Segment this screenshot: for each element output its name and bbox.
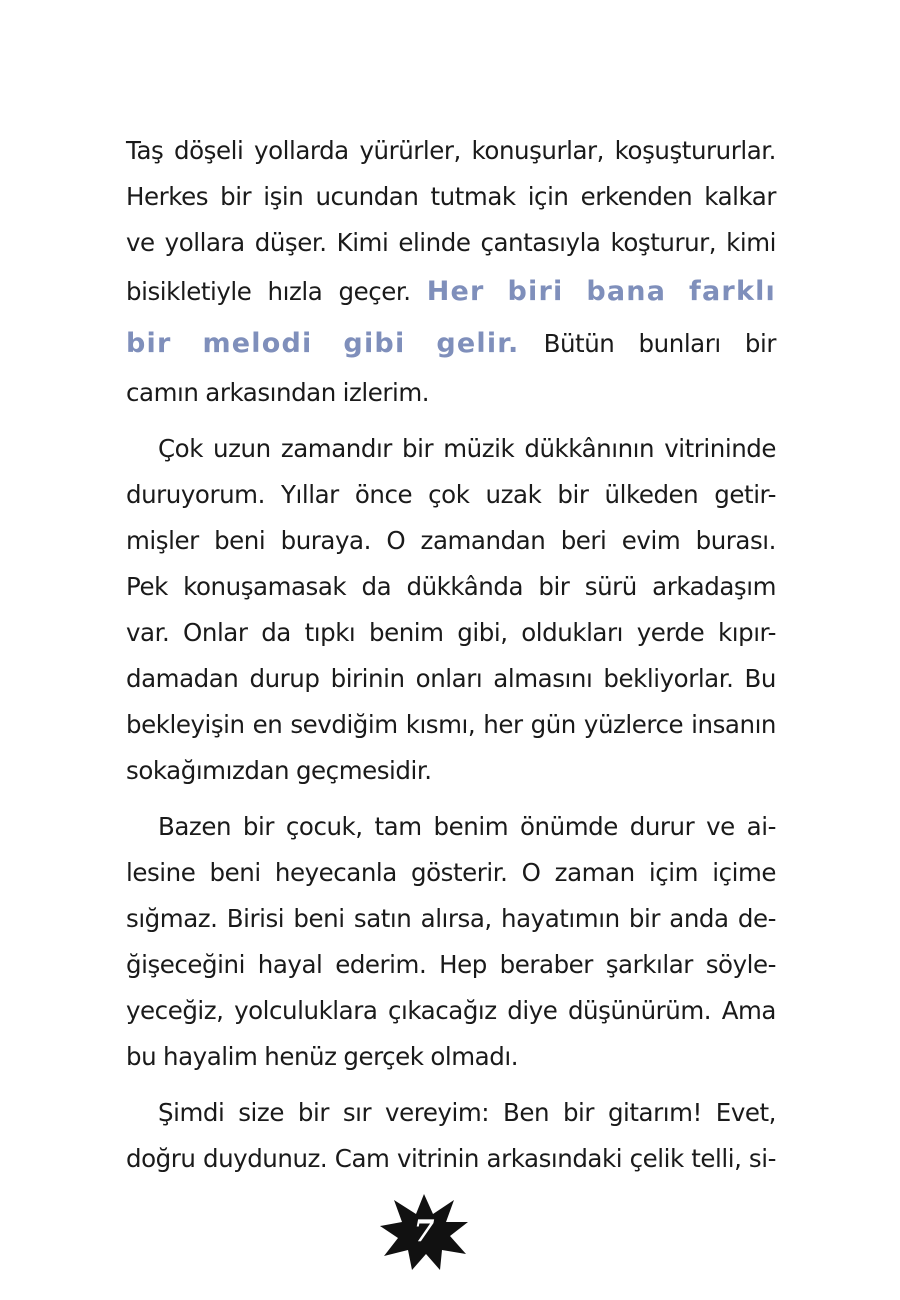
paragraph-2-line-1: Çok uzun zamandır bir müzik dükkânının vitrininde bbox=[158, 434, 776, 463]
paragraph-1-line-5-text: Bütün bunları bir bbox=[543, 329, 776, 358]
paragraph-4-line-1: Şimdi size bir sır vereyim: Ben bir gitarım! Evet, bbox=[158, 1098, 776, 1127]
paragraph-2-line-7: bekleyişin en sevdiğim kısmı, her gün yüzlerce insanın bbox=[126, 710, 776, 739]
paragraph-2-line-6: damadan durup birinin onları almasını bekliyorlar. Bu bbox=[126, 664, 776, 693]
paragraph-1-line-5 bbox=[126, 318, 776, 370]
page-number-badge bbox=[378, 1192, 470, 1272]
paragraph-3-line-5: yeceğiz, yolculuklara çıkacağız diye düşünürüm. Ama bbox=[126, 996, 776, 1025]
paragraph-2-line-2: duruyorum. Yıllar önce çok uzak bir ülkeden getir- bbox=[126, 480, 776, 509]
paragraph-2-line-5: var. Onlar da tıpkı benim gibi, oldukları yerde kıpır- bbox=[126, 618, 776, 647]
paragraph-1-line-3: ve yollara düşer. Kimi elinde çantasıyla koşturur, kimi bbox=[126, 228, 776, 257]
paragraph-1-line-2: Herkes bir işin ucundan tutmak için erkenden kalkar bbox=[126, 182, 776, 211]
paragraph-2-line-4: Pek konuşamasak da dükkânda bir sürü arkadaşım bbox=[126, 572, 776, 601]
paragraph-4-line-2: doğru duydunuz. Cam vitrinin arkasındaki çelik telli, si- bbox=[126, 1144, 776, 1173]
paragraph-3-line-6: bu hayalim henüz gerçek olmadı. bbox=[126, 1042, 519, 1071]
page-number: 7 bbox=[413, 1214, 435, 1249]
paragraph-2-line-8: sokağımızdan geçmesidir. bbox=[126, 756, 432, 785]
highlighted-phrase-part-2: bir melodi gibi gelir. bbox=[126, 328, 520, 359]
paragraph-3-line-3: sığmaz. Birisi beni satın alırsa, hayatımın bir anda de- bbox=[126, 904, 776, 933]
paragraph-1-line-4 bbox=[126, 266, 776, 318]
paragraph-2-line-3: mişler beni buraya. O zamandan beri evim burası. bbox=[126, 526, 776, 555]
paragraph-1-line-6: camın arkasından izlerim. bbox=[126, 378, 430, 407]
page-body bbox=[126, 128, 776, 1182]
paragraph-3-line-1: Bazen bir çocuk, tam benim önümde durur ve ai- bbox=[158, 812, 776, 841]
paragraph-3-line-4: ğişeceğini hayal ederim. Hep beraber şarkılar söyle- bbox=[126, 950, 776, 979]
paragraph-1-line-1: Taş döşeli yollarda yürürler, konuşurlar, koşuştururlar. bbox=[126, 136, 776, 165]
paragraph-1-line-4-text: bisikletiyle hızla geçer. bbox=[126, 277, 411, 306]
paragraph-3-line-2: lesine beni heyecanla gösterir. O zaman içim içime bbox=[126, 858, 776, 887]
highlighted-phrase-part-1: Her biri bana farklı bbox=[426, 276, 777, 307]
